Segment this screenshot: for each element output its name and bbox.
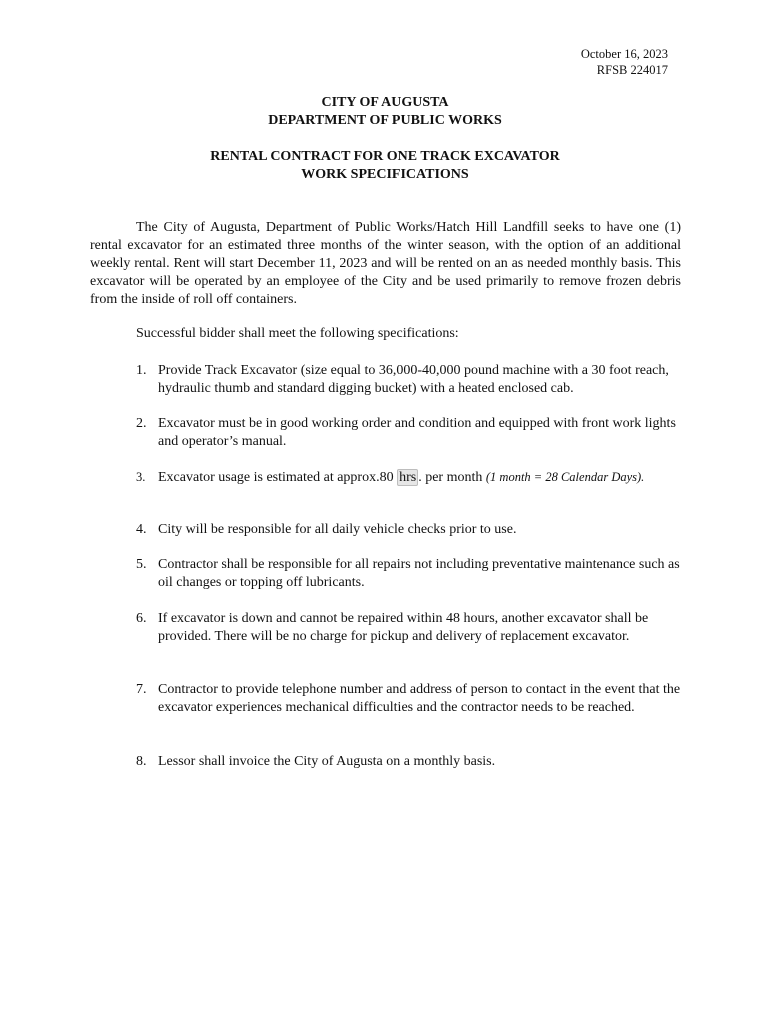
spec-item-3: [136, 468, 681, 487]
organization-heading: [0, 94, 770, 129]
spec-text-part: . per month: [418, 470, 486, 485]
spec-text: Provide Track Excavator (size equal to 36,000-40,000 pound machine with a 30 foot reach, hydraulic thumb and standard digging bucket) with a heated enclosed cab.: [158, 363, 669, 396]
spec-text: If excavator is down and cannot be repaired within 48 hours, another excavator shall be provided. There will be no charge for pickup and delivery of replacement excavator.: [158, 611, 649, 644]
spec-item-1: [136, 362, 681, 398]
reference-block: [581, 46, 668, 78]
spec-text: Excavator must be in good working order and condition and equipped with front work lights and operator’s manual.: [158, 416, 676, 449]
spec-item-7: [136, 681, 681, 717]
spec-text: [158, 468, 681, 487]
specifications-lead: Successful bidder shall meet the following specifications:: [136, 326, 459, 341]
highlighted-word[interactable]: hrs: [399, 470, 417, 485]
intro-paragraph: The City of Augusta, Department of Public Works/Hatch Hill Landfill seeks to have one (1) rental excavator for an estimated three months of the winter season, with the option of an additional weekly rental. Rent will start December 11, 2023 and will be rented on an as needed monthly basis. This excavator will be operated by an employee of the City and be used primarily to remove frozen debris from the inside of roll off containers.: [90, 220, 681, 307]
spec-text: City will be responsible for all daily vehicle checks prior to use.: [158, 522, 517, 537]
spec-item-4: [136, 521, 681, 539]
spec-text: Contractor to provide telephone number and address of person to contact in the event that the excavator experiences mechanical difficulties and the contractor needs to be reached.: [158, 682, 681, 715]
spec-number: 8.: [136, 754, 147, 769]
spec-number: 3.: [136, 470, 146, 484]
spec-item-2: [136, 415, 681, 451]
department-name: DEPARTMENT OF PUBLIC WORKS: [268, 112, 502, 128]
spec-text: Lessor shall invoice the City of Augusta on a monthly basis.: [158, 754, 496, 769]
spec-note: (1 month = 28 Calendar Days).: [485, 470, 645, 484]
document-date: October 16, 2023: [580, 47, 668, 61]
spec-text-part: Excavator usage is estimated at approx.80: [158, 470, 398, 485]
spec-number: 6.: [136, 611, 147, 626]
spec-item-5: [136, 556, 681, 592]
spec-number: 4.: [136, 522, 147, 537]
spec-number: 7.: [136, 682, 147, 697]
spec-item-8: [136, 753, 681, 771]
spec-item-6: [136, 610, 681, 646]
spec-number: 5.: [136, 557, 147, 572]
spec-text: Contractor shall be responsible for all repairs not including preventative maintenance such as oil changes or topping off lubricants.: [158, 557, 680, 590]
contract-title: RENTAL CONTRACT FOR ONE TRACK EXCAVATOR: [210, 149, 560, 164]
spec-number: 2.: [136, 416, 147, 431]
contract-heading: [0, 148, 770, 183]
city-name: CITY OF AUGUSTA: [321, 95, 449, 110]
rfsb-number: RFSB 224017: [596, 63, 668, 77]
spec-number: 1.: [136, 363, 147, 378]
specifications-title: WORK SPECIFICATIONS: [301, 166, 469, 182]
